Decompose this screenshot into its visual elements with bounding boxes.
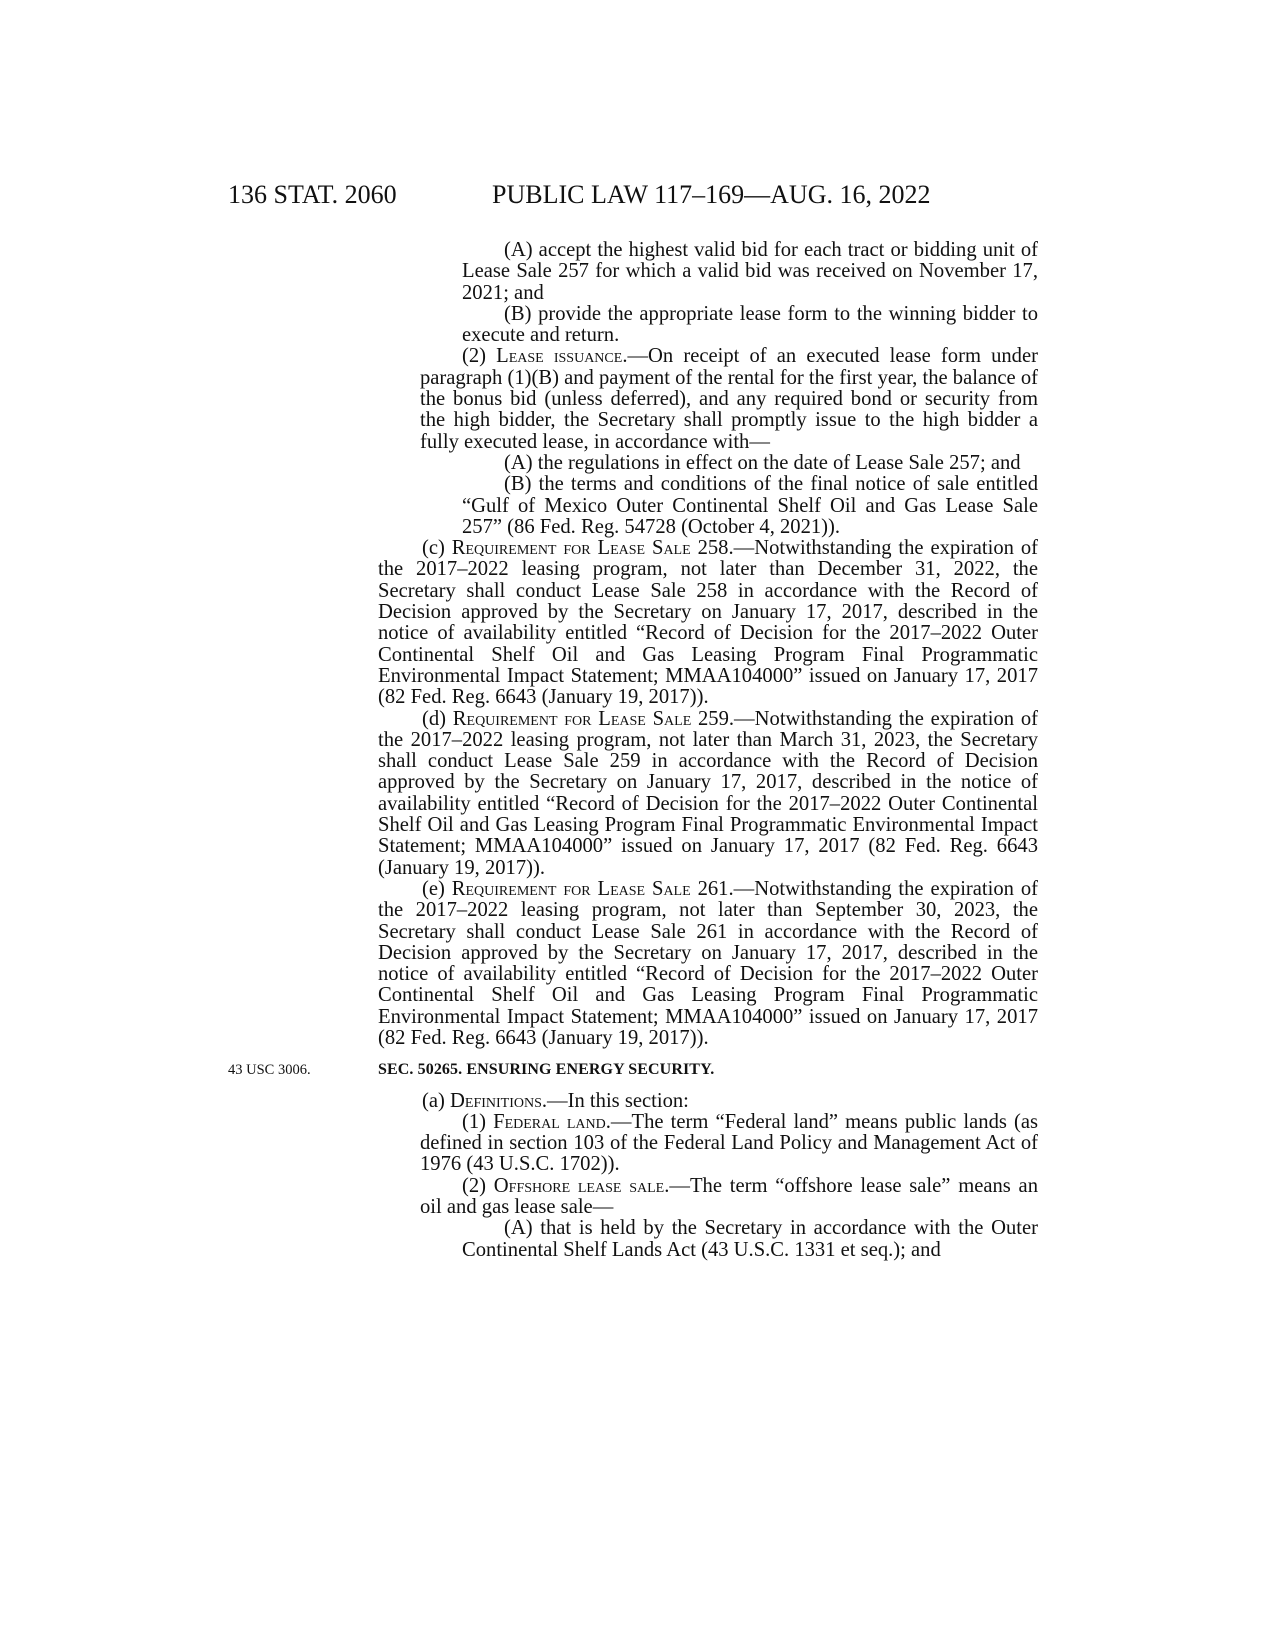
document-body bbox=[228, 239, 1039, 1261]
subsection-c bbox=[378, 538, 1038, 708]
public-law-heading: PUBLIC LAW 117–169—AUG. 16, 2022 bbox=[492, 180, 931, 209]
subsection-e bbox=[378, 879, 1038, 1049]
paragraph-heading: Federal land bbox=[493, 1110, 606, 1133]
subsection-text: .—Notwithstanding the expiration of the 2017–2022 leasing program, not later than March 31, 2023, the Secretary shall conduct Lease Sale 259 in accordance with the Record of Decision approved by the Secretary on January 17, 2017, described in the notice of availability entitled “Record of Decision for the 2017–2022 Outer Continental Shelf Oil and Gas Leasing Program Final Programmatic Environmental Impact Statement; MMAA104000” issued on January 17, 2017 (82 Fed. Reg. 6643 (January 19, 2017)). bbox=[378, 707, 1039, 879]
subsection-heading: Requirement for Lease Sale 258 bbox=[451, 537, 729, 560]
definition-offshore-lease-sale bbox=[378, 1176, 1038, 1219]
paragraph-2-A: (A) the regulations in effect on the date of Lease Sale 257; and bbox=[504, 451, 1021, 474]
section-title: SEC. 50265. ENSURING ENERGY SECURITY. bbox=[378, 1061, 715, 1079]
paragraph-text: .—The term “offshore lease sale” means an oil and gas lease sale— bbox=[420, 1174, 1038, 1219]
subsection-text: .—In this section: bbox=[541, 1089, 689, 1112]
paragraph-heading: Offshore lease sale bbox=[493, 1174, 665, 1197]
definition-offshore-A: (A) that is held by the Secretary in accordance with the Outer Continental Shelf Lands Act (43 U.S.C. 1331 et seq.); and bbox=[462, 1217, 1038, 1261]
paragraph-1-A: (A) accept the highest valid bid for each tract or bidding unit of Lease Sale 257 for which a valid bid was received on November 17, 2021; and bbox=[462, 239, 1038, 304]
margin-citation-note: 43 USC 3006. bbox=[228, 1062, 311, 1079]
page-header bbox=[0, 180, 1275, 220]
paragraph-1-B: (B) provide the appropriate lease form to the winning bidder to execute and return. bbox=[462, 302, 1038, 347]
section-heading-block bbox=[228, 1059, 1038, 1080]
paragraph-2-lease-issuance bbox=[378, 346, 1038, 452]
subsection-number: (e) bbox=[422, 877, 452, 900]
subsection-number: (d) bbox=[422, 707, 453, 730]
subsection-a-definitions bbox=[378, 1091, 1038, 1112]
definition-federal-land bbox=[378, 1112, 1038, 1176]
paragraph-2-B: (B) the terms and conditions of the final notice of sale entitled “Gulf of Mexico Outer Continental Shelf Oil and Gas Lease Sale 257” (86 Fed. Reg. 54728 (October 4, 2021)). bbox=[462, 473, 1038, 538]
subsection-number: (c) bbox=[422, 537, 452, 560]
subsection-d bbox=[378, 709, 1038, 879]
paragraph-number: (2) bbox=[462, 1174, 494, 1197]
paragraph-heading: Lease issuance bbox=[496, 345, 623, 368]
subsection-number: (a) bbox=[422, 1089, 451, 1112]
subsection-text: .—Notwithstanding the expiration of the 2017–2022 leasing program, not later than December 31, 2022, the Secretary shall conduct Lease Sale 258 in accordance with the Record of Decision approved by the Secretary on January 17, 2017, described in the notice of availability entitled “Record of Decision for the 2017–2022 Outer Continental Shelf Oil and Gas Leasing Program Final Programmatic Environmental Impact Statement; MMAA104000” issued on January 17, 2017 (82 Fed. Reg. 6643 (January 19, 2017)). bbox=[378, 537, 1038, 709]
paragraph-number: (1) bbox=[462, 1110, 494, 1133]
paragraph-text: .—The term “Federal land” means public lands (as defined in section 103 of the Federal Land Policy and Management Act of 1976 (43 U.S.C. 1702)). bbox=[420, 1110, 1038, 1176]
subsection-heading: Requirement for Lease Sale 259 bbox=[452, 707, 729, 730]
paragraph-number: (2) bbox=[462, 345, 497, 368]
subsection-heading: Requirement for Lease Sale 261 bbox=[451, 877, 729, 900]
stat-page-number: 136 STAT. 2060 bbox=[228, 180, 397, 209]
subsection-text: .—Notwithstanding the expiration of the 2017–2022 leasing program, not later than September 30, 2023, the Secretary shall conduct Lease Sale 261 in accordance with the Record of Decision approved by the Secretary on January 17, 2017, described in the notice of availability entitled “Record of Decision for the 2017–2022 Outer Continental Shelf Oil and Gas Leasing Program Final Programmatic Environmental Impact Statement; MMAA104000” issued on January 17, 2017 (82 Fed. Reg. 6643 (January 19, 2017)). bbox=[378, 877, 1038, 1049]
subsection-heading: Definitions bbox=[450, 1089, 542, 1112]
paragraph-text: .—On receipt of an executed lease form under paragraph (1)(B) and payment of the rental for the first year, the balance of the bonus bid (unless deferred), and any required bond or security from the high bidder, the Secretary shall promptly issue to the high bidder a fully executed lease, in accordance with— bbox=[420, 345, 1038, 453]
